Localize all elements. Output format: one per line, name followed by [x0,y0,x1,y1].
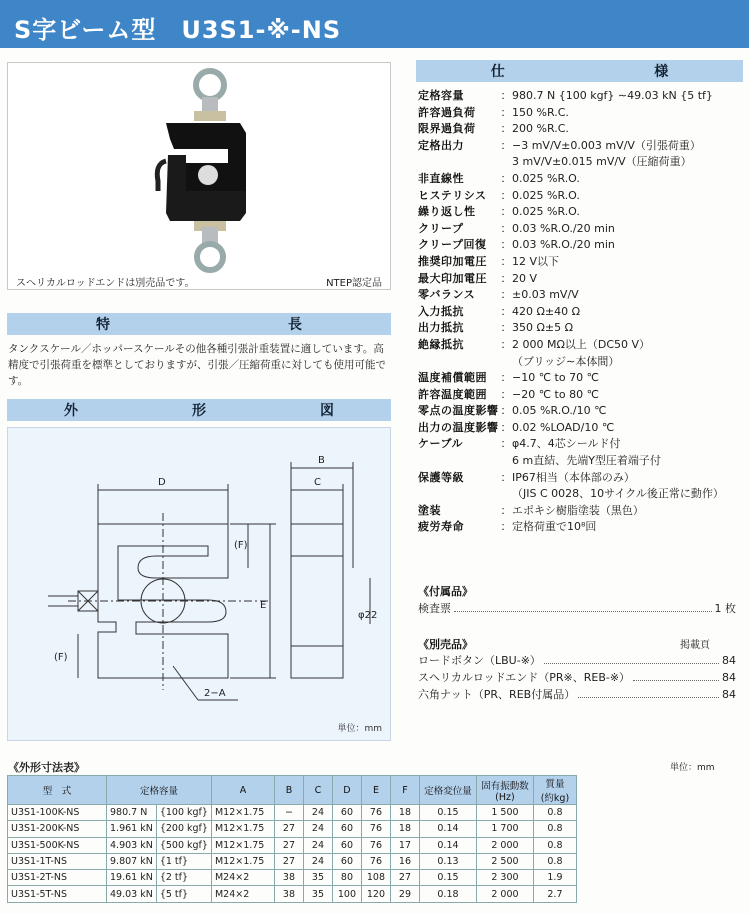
spec-colon: ： [500,437,512,451]
spec-value: 150 %R.C. [512,105,569,119]
spec-value: φ4.7、4芯シールド付 [512,437,621,451]
spec-value: −20 ℃ to 80 ℃ [512,387,599,401]
load-cell-illustration [8,63,390,289]
spec-value: 0.025 %R.O. [512,205,580,219]
included-item-value: 1 枚 [714,602,736,615]
dims-table-header-cell: E [361,776,390,805]
table-cell: 27 [390,870,419,886]
page-title: S字ビーム型 U3S1-※-NS [14,16,342,44]
spec-label: 定格容量 [418,89,464,102]
table-cell: 100 [332,886,361,902]
spec-label: 温度補償範囲 [418,371,487,385]
separate-item-page: 84 [722,671,736,684]
table-cell: 60 [332,821,361,837]
table-cell: 0.15 [419,805,476,821]
dims-table-header-cell: A [211,776,274,805]
spec-row [418,271,743,288]
spec-colon: ： [500,371,512,385]
spec-row [418,519,743,536]
spec-label: 許容温度範囲 [418,387,487,401]
table-cell: 29 [390,886,419,902]
dims-table-header-cell: 質量 (約kg) [533,776,576,805]
table-cell: 0.14 [419,837,476,853]
table-cell: 19.61 kN [107,870,157,886]
dims-table-header-cell: 型 式 [8,776,107,805]
table-cell: {2 tf} [156,870,211,886]
spec-colon: ： [500,404,512,418]
separate-item-label: スヘリカルロッドエンド（PR※、REB-※） [418,671,631,684]
table-cell: 60 [332,853,361,869]
table-cell: M12×1.75 [211,837,274,853]
spec-colon: ： [500,288,512,302]
dims-table-header-cell: D [332,776,361,805]
separate-item [418,652,736,668]
spec-row [418,320,743,337]
table-cell: 4.903 kN [107,837,157,853]
table-cell: 0.18 [419,886,476,902]
table-cell: {500 kgf} [156,837,211,853]
features-text: タンクスケール／ホッパースケールその他各種引張計重装置に適しています。高精度で引張荷重を標準としておりますが、引張／圧縮荷重に対しても使用可能です。 [8,343,386,387]
spec-row [418,503,743,520]
dims-table-unit: 単位：mm [670,763,715,773]
spec-colon: ： [500,89,512,102]
leader-dots [633,672,719,681]
spec-colon: ： [500,470,512,484]
spec-value: 0.025 %R.O. [512,188,580,202]
table-cell: 60 [332,805,361,821]
spec-colon: ： [500,105,512,119]
spec-value: 0.02 %LOAD/10 ℃ [512,420,615,434]
spec-row [418,254,743,271]
drawing-heading-char: 外 [64,403,78,419]
spec-value: 0.05 %R.O./10 ℃ [512,404,607,418]
table-cell: 2 000 [476,886,533,902]
spec-label: 零点の温度影響 [418,404,499,418]
table-cell: {1 tf} [156,853,211,869]
separate-item-label: 六角ナット（PR、REB付属品） [418,688,576,701]
table-cell: 0.15 [419,870,476,886]
spec-row [418,221,743,238]
spec-colon: ： [500,171,512,185]
table-cell: 27 [274,821,303,837]
spec-label: 零バランス [418,288,476,302]
table-cell: 60 [332,837,361,853]
spec-colon: ： [500,122,512,136]
spec-colon: ： [500,321,512,335]
table-cell: 9.807 kN [107,853,157,869]
spec-label: 絶縁抵抗 [418,337,464,351]
table-cell: 49.03 kN [107,886,157,902]
table-cell: 27 [274,837,303,853]
table-cell: 18 [390,821,419,837]
spec-row [418,470,743,487]
spec-value: 20 V [512,271,538,285]
table-cell: 980.7 N [107,805,157,821]
table-cell: 0.14 [419,821,476,837]
table-row [8,853,577,869]
table-row [8,805,577,821]
included-item-label: 検査票 [418,602,451,615]
table-cell: M12×1.75 [211,853,274,869]
spec-label: 許容過負荷 [418,105,476,119]
cable [157,161,166,191]
table-cell: 24 [303,837,332,853]
features-heading-char: 長 [288,317,302,333]
spec-colon: ： [500,304,512,318]
spec-row [418,121,743,138]
dim-label-b: B [318,455,325,466]
spec-row [418,287,743,304]
included-item [418,600,736,616]
table-cell: 2 500 [476,853,533,869]
included-heading: 《付属品》 [418,585,473,598]
spec-colon: ： [500,337,512,351]
drawing-heading-char: 形 [192,403,206,419]
spec-row [418,420,743,437]
features-heading-char: 特 [96,317,110,333]
table-cell: 0.8 [533,821,576,837]
top-eye [196,71,224,99]
spec-value-continued: （JIS C 0028、10サイクル後正常に動作） [512,487,724,501]
spec-value-continued: 6 m直結、先端Y型圧着端子付 [512,454,661,468]
spec-row [418,171,743,188]
spec-row [418,387,743,404]
dims-table-header-cell: 定格変位量 [419,776,476,805]
drawing-unit: 単位：mm [337,724,382,734]
drawing-heading [7,399,391,421]
spec-label: 非直線性 [418,171,464,185]
spec-row [418,88,743,105]
table-cell: 0.13 [419,853,476,869]
leader-dots [578,689,719,698]
spec-colon: ： [500,503,512,517]
hole-leader [173,666,198,700]
outline-drawing [7,427,391,741]
table-cell: M12×1.75 [211,821,274,837]
spec-value: 定格荷重で10⁸回 [512,520,597,534]
table-cell: 24 [303,853,332,869]
product-photo [7,62,391,290]
spec-value: 420 Ω±40 Ω [512,304,581,318]
bottom-eye [197,244,223,270]
table-cell: 2 300 [476,870,533,886]
table-cell: 17 [390,837,419,853]
spec-colon: ： [500,138,512,152]
table-cell: 16 [390,853,419,869]
table-cell: 76 [361,853,390,869]
spec-label: 定格出力 [418,138,464,152]
table-cell: 24 [303,821,332,837]
dim-label-f-top: (F) [234,540,248,551]
separate-heading: 《別売品》 [418,638,473,651]
leader-dots [544,655,719,664]
spec-colon: ： [500,238,512,252]
spec-value-continued: 3 mV/V±0.015 mV/V（圧縮荷重） [512,155,692,169]
drawing-heading-char: 図 [320,403,334,419]
spec-colon: ： [500,188,512,202]
page-ref-heading: 掲載頁 [680,640,710,651]
spec-colon: ： [500,271,512,285]
leader-dots [454,603,712,612]
spec-heading-char: 仕 [490,64,505,80]
spec-value-continued: （ブリッジ∼本体間） [512,354,620,368]
separate-item [418,686,736,702]
spec-row [418,204,743,221]
spec-value: 12 V以下 [512,254,560,268]
table-row [8,870,577,886]
table-cell: 76 [361,821,390,837]
table-cell: 35 [303,870,332,886]
dims-table-header-cell: 固有振動数 (Hz) [476,776,533,805]
dim-label-e: E [260,600,267,611]
center-button [198,165,218,185]
spec-label: クリープ [418,221,464,235]
spec-label: 塗装 [418,503,441,517]
spec-label: 最大印加電圧 [418,271,487,285]
spec-label: 出力の温度影響 [418,420,499,434]
ntep-mark: NTEP認定品 [326,278,382,289]
spec-value: 200 %R.C. [512,122,569,136]
dims-table-header [8,776,577,805]
table-cell: 0.8 [533,837,576,853]
spec-colon: ： [500,221,512,235]
table-cell: 18 [390,805,419,821]
spec-value: 980.7 N {100 kgf} ∼49.03 kN {5 tf} [512,89,713,102]
dims-table-header-cell: C [303,776,332,805]
table-cell: 76 [361,837,390,853]
table-cell: 1.961 kN [107,821,157,837]
table-cell: 38 [274,870,303,886]
top-nut [194,111,226,121]
spec-row [418,403,743,420]
separate-item [418,669,736,685]
table-cell: {100 kgf} [156,805,211,821]
table-cell: 120 [361,886,390,902]
features-heading [7,313,391,335]
table-cell: 0.8 [533,805,576,821]
table-cell: 2.7 [533,886,576,902]
separate-item-label: ロードボタン（LBU-※） [418,654,541,667]
spec-list [418,88,743,536]
spec-row [418,105,743,122]
spec-label: 出力抵抗 [418,321,464,335]
spec-value: ±0.03 mV/V [512,288,579,302]
spec-value: 350 Ω±5 Ω [512,321,574,335]
table-cell: U3S1-100K-NS [8,805,107,821]
spec-row [418,138,743,155]
table-cell: U3S1-1T-NS [8,853,107,869]
spec-colon: ： [500,205,512,219]
outline-drawing-svg [8,428,390,728]
dims-table-header-cell: 定格容量 [107,776,212,805]
table-cell: 35 [303,886,332,902]
table-cell: 2 000 [476,837,533,853]
dims-table-header-cell: F [390,776,419,805]
spec-colon: ： [500,254,512,268]
spec-row [418,304,743,321]
dim-label-c: C [314,477,321,488]
spec-colon: ： [500,520,512,534]
table-cell: {200 kgf} [156,821,211,837]
table-cell: 108 [361,870,390,886]
table-cell: 27 [274,853,303,869]
spec-label: 入力抵抗 [418,304,464,318]
table-cell: 38 [274,886,303,902]
spec-label: 繰り返し性 [418,205,476,219]
table-cell: 1 700 [476,821,533,837]
table-row [8,886,577,902]
spec-value: −10 ℃ to 70 ℃ [512,371,599,385]
table-cell: 0.8 [533,853,576,869]
dim-label-d: D [158,477,166,488]
spec-row [418,337,743,354]
table-cell: − [274,805,303,821]
spec-label: 限界過負荷 [418,122,476,136]
spec-value: 0.03 %R.O./20 min [512,221,615,235]
spec-heading [416,60,743,82]
spec-label: 保護等級 [418,470,464,484]
table-row [8,837,577,853]
side-view-outline [291,524,343,678]
spec-value: −3 mV/V±0.003 mV/V（引張荷重） [512,138,701,152]
dims-table-title: 《外形寸法表》 [8,761,85,774]
dim-label-phi: φ22 [358,610,378,621]
table-cell: U3S1-200K-NS [8,821,107,837]
table-cell: 24 [303,805,332,821]
table-cell: 1.9 [533,870,576,886]
photo-caption: スへリカルロッドエンドは別売品です。 [16,278,195,289]
table-cell: 76 [361,805,390,821]
table-cell: M24×2 [211,870,274,886]
spec-value: 0.025 %R.O. [512,171,580,185]
table-cell: M24×2 [211,886,274,902]
table-cell: M12×1.75 [211,805,274,821]
separate-item-page: 84 [722,688,736,701]
spec-row [418,370,743,387]
dim-label-f-bottom: (F) [54,652,68,663]
dims-table-header-cell: B [274,776,303,805]
spec-label: ケーブル [418,437,464,451]
spec-heading-char: 様 [654,64,669,80]
spec-label: ヒステリシス [418,188,487,202]
table-cell: U3S1-2T-NS [8,870,107,886]
separate-item-page: 84 [722,654,736,667]
dim-label-hole: 2−A [204,688,226,699]
table-cell: U3S1-500K-NS [8,837,107,853]
table-row [8,821,577,837]
spec-row [418,237,743,254]
spec-label: 疲労寿命 [418,520,464,534]
table-cell: U3S1-5T-NS [8,886,107,902]
dims-table-body [8,805,577,903]
spec-row [418,188,743,205]
spec-label: クリープ回復 [418,238,487,252]
dims-table [7,775,577,903]
spec-value: 0.03 %R.O./20 min [512,238,615,252]
spec-label: 推奨印加電圧 [418,254,487,268]
spec-value: エポキシ樹脂塗装（黒色） [512,503,644,517]
table-cell: {5 tf} [156,886,211,902]
spec-value: IP67相当（本体部のみ） [512,470,635,484]
table-cell: 80 [332,870,361,886]
spec-row [418,436,743,453]
spec-colon: ： [500,387,512,401]
spec-value: 2 000 MΩ以上（DC50 V） [512,337,651,351]
title-band [0,0,749,48]
table-cell: 1 500 [476,805,533,821]
spec-colon: ： [500,420,512,434]
